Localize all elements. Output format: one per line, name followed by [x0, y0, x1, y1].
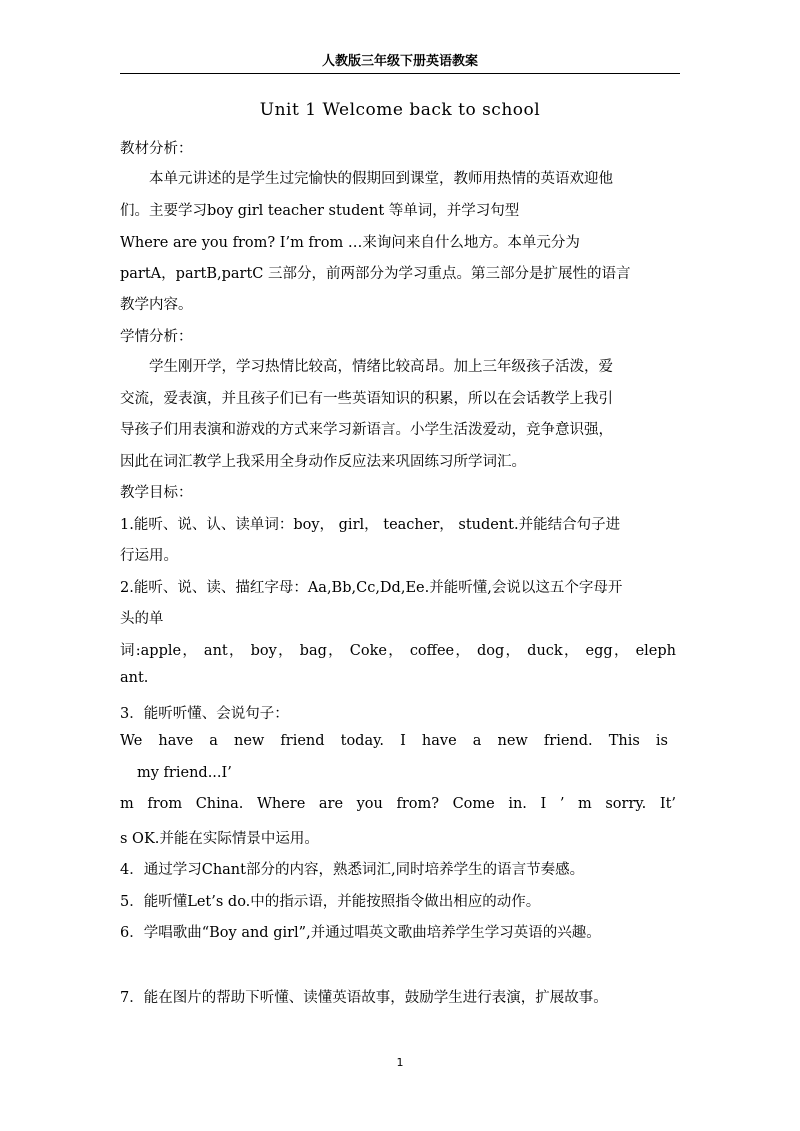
section-heading-material: 教材分析： [120, 141, 193, 157]
objective-line: 行运用。 [120, 548, 178, 564]
objective-line: 7．能在图片的帮助下听懂、读懂英语故事，鼓励学生进行表演，扩展故事。 [120, 990, 608, 1006]
objective-line: ant. [120, 670, 149, 686]
objective-line: 词:apple， ant， boy， bag， Coke， coffee， dog， duck， egg， eleph [120, 643, 676, 659]
objective-line: 2.能听、说、读、描红字母：Aa,Bb,Cc,Dd,Ee.并能听懂,会说以这五个字母开 [120, 580, 623, 596]
paragraph-line: partA，partB,partC 三部分，前两部分为学习重点。第三部分是扩展性的语言 [120, 266, 631, 282]
objective-line: s OK.并能在实际情景中运用。 [120, 831, 319, 847]
section-heading-students: 学情分析： [120, 329, 193, 345]
paragraph-line: 交流，爱表演，并且孩子们已有一些英语知识的积累，所以在会话教学上我引 [120, 391, 613, 407]
objective-line: 头的单 [120, 611, 164, 627]
paragraph-line: 们。主要学习boy girl teacher student 等单词，并学习句型 [120, 203, 520, 219]
document-title: Unit 1 Welcome back to school [259, 100, 541, 120]
paragraph-line: Where are you from? I’m from …来询问来自什么地方。本单元分为 [120, 235, 580, 251]
paragraph-line: 本单元讲述的是学生过完愉快的假期回到课堂，教师用热情的英语欢迎他 [149, 171, 613, 187]
paragraph-line: 因此在词汇教学上我采用全身动作反应法来巩固练习所学词汇。 [120, 454, 526, 470]
objective-line: We have a new friend today. I have a new friend. This is [120, 733, 668, 749]
objective-line: 4．通过学习Chant部分的内容，熟悉词汇,同时培养学生的语言节奏感。 [120, 862, 585, 878]
objective-line: my friend...I’ [137, 765, 232, 781]
objective-line: 5．能听懂Let’s do.中的指示语，并能按照指令做出相应的动作。 [120, 894, 541, 910]
objective-line: 1.能听、说、认、读单词：boy， girl， teacher， student.并能结合句子进 [120, 517, 621, 533]
paragraph-line: 教学内容。 [120, 297, 193, 313]
section-heading-objectives: 教学目标： [120, 485, 193, 501]
page-number: 1 [396, 1056, 404, 1069]
paragraph-line: 学生刚开学，学习热情比较高，情绪比较高昂。加上三年级孩子活泼，爱 [149, 359, 613, 375]
header-rule [120, 73, 680, 74]
objective-line: 3．能听听懂、会说句子： [120, 706, 289, 722]
page-header: 人教版三年级下册英语教案 [321, 54, 478, 69]
objective-line: 6．学唱歌曲“Boy and girl”,并通过唱英文歌曲培养学生学习英语的兴趣。 [120, 925, 601, 941]
objective-line: m from China. Where are you from? Come in. I ’ m sorry. It’ [120, 796, 676, 812]
paragraph-line: 导孩子们用表演和游戏的方式来学习新语言。小学生活泼爱动，竞争意识强， [120, 422, 613, 438]
